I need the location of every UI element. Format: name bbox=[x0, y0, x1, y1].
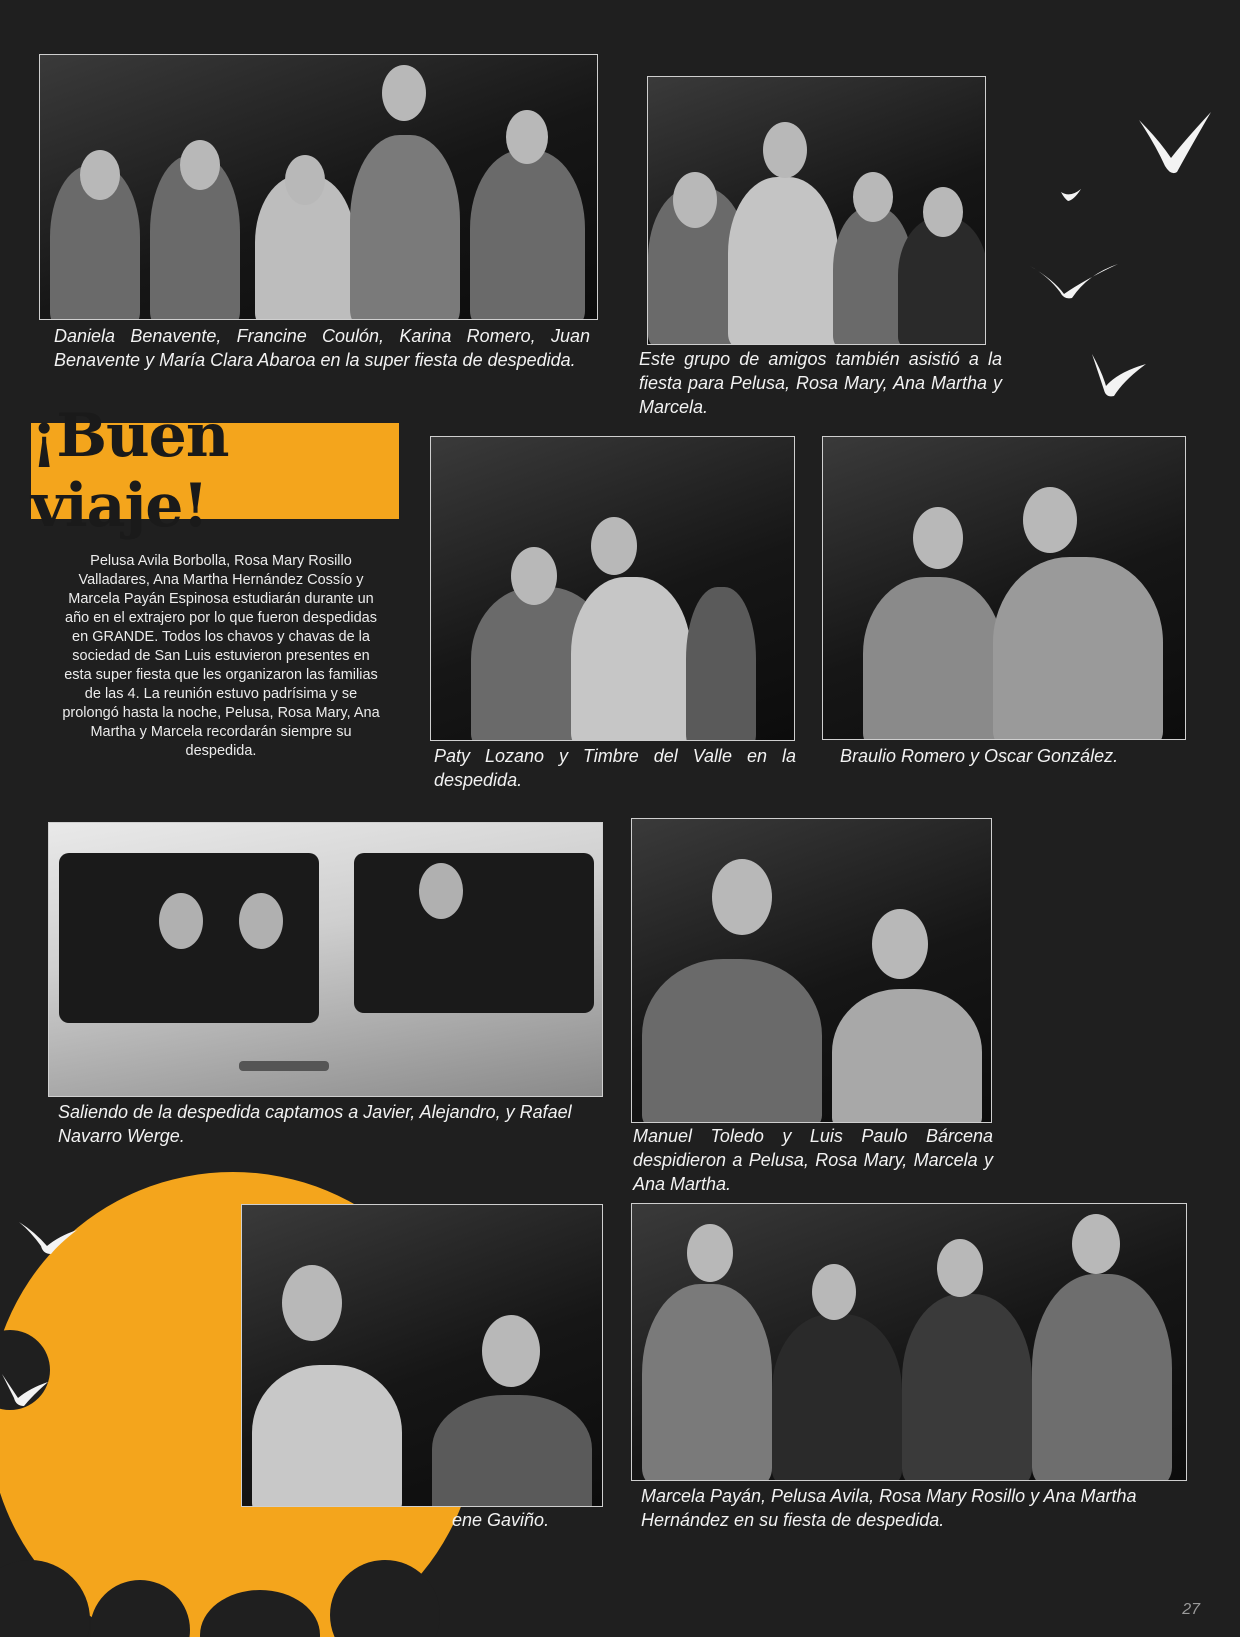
caption-photo-4: Braulio Romero y Oscar González. bbox=[840, 746, 1119, 766]
caption-photo-3: Paty Lozano y Timbre del Valle en la despedida. bbox=[434, 746, 796, 790]
bird-icon bbox=[17, 1218, 79, 1256]
caption-photo-8: Marcela Payán, Pelusa Avila, Rosa Mary Rosillo y Ana Martha Hernández en su fiesta de despedida. bbox=[641, 1486, 1137, 1530]
photo-braulio-oscar bbox=[822, 436, 1186, 740]
bird-icon bbox=[1028, 258, 1120, 300]
photo-couple bbox=[241, 1204, 603, 1507]
photo-car bbox=[48, 822, 603, 1097]
photo-group-five bbox=[39, 54, 598, 320]
article-title-text: ¡Buen viaje! bbox=[31, 401, 229, 541]
photo-paty-timbre bbox=[430, 436, 795, 741]
photo-four-girls bbox=[631, 1203, 1187, 1481]
bird-icon bbox=[1088, 352, 1148, 400]
bird-icon bbox=[1060, 188, 1082, 202]
caption-photo-1: Daniela Benavente, Francine Coulón, Karina Romero, Juan Benavente y María Clara Abaroa en la super fiesta de despedida. bbox=[54, 326, 590, 370]
caption-photo-6: Manuel Toledo y Luis Paulo Bárcena despidieron a Pelusa, Rosa Mary, Marcela y Ana Martha. bbox=[633, 1126, 993, 1194]
caption-photo-5: Saliendo de la despedida captamos a Javier, Alejandro, y Rafael Navarro Werge. bbox=[58, 1102, 572, 1146]
photo-group-friends bbox=[647, 76, 986, 345]
article-intro: Pelusa Avila Borbolla, Rosa Mary Rosillo Valladares, Ana Martha Hernández Cossío y Marcela Payán Espinosa estudiarán durante un año en el extrajero por lo que fueron despedidas en GRANDE. Todos los chavos y chavas de la sociedad de San Luis estuvieron presentes en esta super fiesta que les organizaron las familias de las 4. La reunión estuvo padrísima y se prolongó hasta la noche, Pelusa, Rosa Mary, Ana Martha y Marcela recordarán siempre su despedida. bbox=[62, 553, 380, 759]
bird-icon bbox=[1137, 110, 1215, 185]
caption-photo-2: Este grupo de amigos también asistió a la fiesta para Pelusa, Rosa Mary, Ana Martha y Marcela. bbox=[639, 349, 1002, 417]
article-title bbox=[31, 401, 399, 541]
bird-icon bbox=[0, 1372, 50, 1408]
photo-manuel-luis bbox=[631, 818, 992, 1123]
caption-photo-7: ene Gaviño. bbox=[452, 1510, 550, 1530]
page-number: 27 bbox=[1182, 1601, 1200, 1618]
